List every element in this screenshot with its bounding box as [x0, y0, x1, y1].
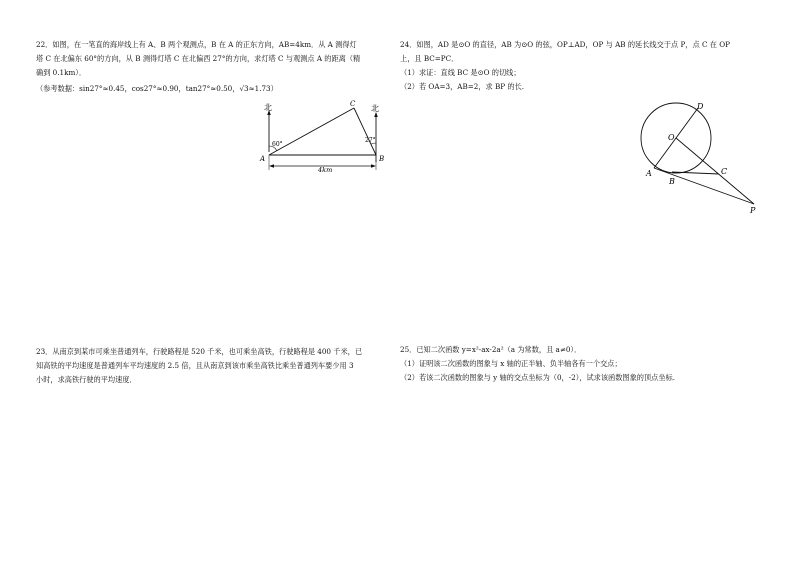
- q22-line-1: 22．如图，在一笔直的海岸线上有 A、B 两个观测点，B 在 A 的正东方向，AB=4km．从 A 测得灯: [36, 40, 357, 49]
- distance-arrow-right-icon: [371, 164, 376, 167]
- q25-line-2: （1）证明该二次函数的图象与 x 轴的正半轴、负半轴各有一个交点；: [400, 359, 622, 368]
- q24-line-2: 上，且 BC=PC．: [400, 54, 459, 63]
- point-label-b: B: [669, 177, 675, 186]
- q23-line-2: 知高铁的平均速度是普通列车平均速度的 2.5 倍，且从南京到该市乘坐高铁比乘坐普通列车要少用 3: [36, 361, 354, 370]
- circle-tangent-diagram: [636, 96, 762, 216]
- q24-line-3: （1）求证：直线 BC 是⊙O 的切线；: [400, 68, 521, 77]
- q22-line-2: 塔 C 在北偏东 60°的方向，从 B 测得灯塔 C 在北偏西 27°的方向，求灯塔 C 与观测点 A 的距离（精: [36, 54, 361, 63]
- point-label-a: A: [646, 169, 652, 178]
- q22-line-3: 确到 0.1km）．: [36, 68, 87, 77]
- question-22: [36, 38, 391, 96]
- q22-figure: [255, 100, 395, 178]
- point-label-o: O: [668, 133, 675, 142]
- question-23: [36, 345, 391, 387]
- question-25: [400, 343, 762, 385]
- angle-label-b: 27°: [365, 137, 376, 144]
- q23-line-3: 小时，求高铁行驶的平均速度．: [36, 375, 137, 384]
- point-label-b: B: [379, 155, 385, 163]
- q24-figure: [636, 96, 762, 216]
- point-label-c: C: [350, 100, 356, 108]
- coastline-diagram: [255, 100, 395, 178]
- q24-line-1: 24．如图，AD 是⊙O 的直径，AB 为⊙O 的弦，OP⊥AD，OP 与 AB 的延长线交于点 P，点 C 在 OP: [400, 40, 730, 49]
- point-label-p: P: [750, 206, 756, 215]
- point-label-c: C: [721, 167, 728, 176]
- north-label-left: 北: [264, 103, 272, 112]
- q24-line-4: （2）若 OA=3，AB=2，求 BP 的长.: [400, 82, 525, 91]
- q22-reference-data: （参考数据：sin27°≈0.45，cos27°≈0.90，tan27°≈0.50，√3≈1.73）: [36, 84, 278, 93]
- north-label-right: 北: [371, 104, 379, 113]
- point-label-d: D: [697, 102, 704, 111]
- q25-line-3: （2）若该二次函数的图象与 y 轴的交点坐标为（0，-2），试求该函数图象的顶点坐标.: [400, 373, 676, 382]
- angle-label-a: 60°: [272, 141, 283, 148]
- question-24: [400, 38, 762, 94]
- q25-line-1: 25．已知二次函数 y=x²-ax-2a²（a 为常数，且 a≠0）．: [400, 345, 582, 354]
- point-label-a: A: [260, 155, 266, 163]
- segment-bc: [354, 108, 376, 155]
- q23-line-1: 23．从南京到某市可乘坐普通列车，行驶路程是 520 千米，也可乘坐高铁，行驶路程是 400 千米，已: [36, 347, 363, 356]
- distance-label: 4km: [318, 166, 333, 174]
- distance-arrow-left-icon: [269, 164, 274, 167]
